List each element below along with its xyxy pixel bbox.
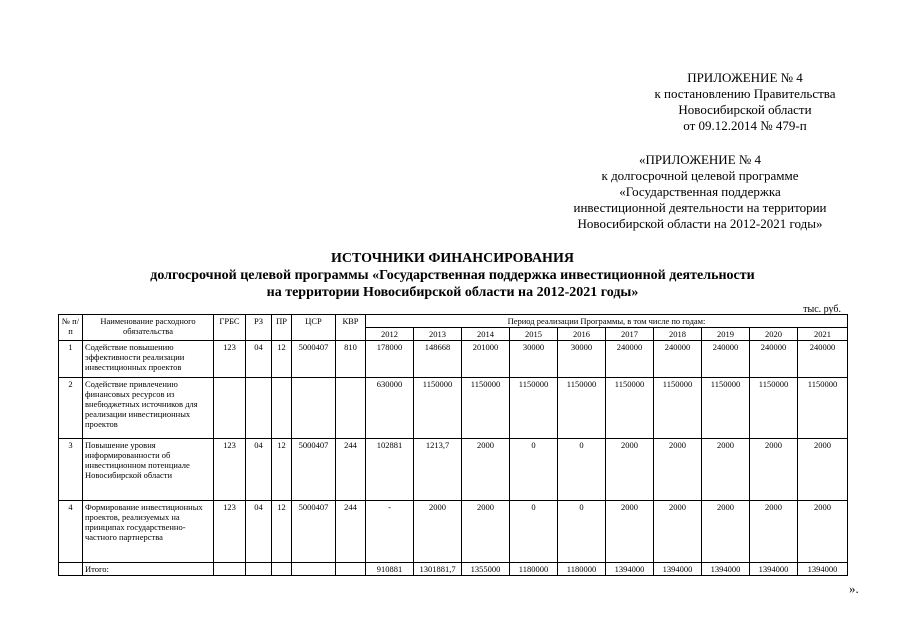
row-value: 1150000 <box>606 378 654 439</box>
appendix-header-line: к постановлению Правительства <box>654 86 836 101</box>
row-pr: 12 <box>272 341 292 378</box>
row-kvr: 244 <box>336 439 366 501</box>
row-value: 1150000 <box>558 378 606 439</box>
row-grbs <box>214 378 246 439</box>
row-kvr: 810 <box>336 341 366 378</box>
total-label: Итого: <box>83 563 214 576</box>
title-line-3: на территории Новосибирской области на 2012-2021 годы» <box>266 285 639 300</box>
row-value: 240000 <box>750 341 798 378</box>
row-value: 148668 <box>414 341 462 378</box>
row-pr: 12 <box>272 501 292 563</box>
row-value: 201000 <box>462 341 510 378</box>
year-header: 2015 <box>510 328 558 341</box>
row-grbs: 123 <box>214 501 246 563</box>
row-num: 3 <box>59 439 83 501</box>
row-num: 2 <box>59 378 83 439</box>
document-title <box>60 250 845 301</box>
year-header: 2018 <box>654 328 702 341</box>
row-value: 2000 <box>462 439 510 501</box>
row-num: 1 <box>59 341 83 378</box>
appendix-program-line: инвестиционной деятельности на территории <box>573 200 827 215</box>
appendix-program-line: «Государственная поддержка <box>619 184 781 199</box>
total-value: 1180000 <box>558 563 606 576</box>
row-value: 2000 <box>702 439 750 501</box>
row-value: 240000 <box>798 341 848 378</box>
row-value: 2000 <box>654 501 702 563</box>
financing-table <box>58 314 848 576</box>
row-csr: 5000407 <box>292 439 336 501</box>
total-rz-empty <box>246 563 272 576</box>
year-header: 2021 <box>798 328 848 341</box>
units-label: тыс. руб. <box>803 304 841 315</box>
total-grbs-empty <box>214 563 246 576</box>
row-value: 1150000 <box>462 378 510 439</box>
row-rz: 04 <box>246 501 272 563</box>
table-row <box>59 501 848 563</box>
total-value: 910881 <box>366 563 414 576</box>
row-value: 2000 <box>702 501 750 563</box>
row-value: 1150000 <box>414 378 462 439</box>
appendix-program-line: к долгосрочной целевой программе <box>601 168 799 183</box>
row-rz: 04 <box>246 439 272 501</box>
col-header-period: Период реализации Программы, в том числе по годам: <box>366 315 848 328</box>
year-header: 2017 <box>606 328 654 341</box>
appendix-header-line: ПРИЛОЖЕНИЕ № 4 <box>687 70 803 85</box>
row-value: 30000 <box>558 341 606 378</box>
row-value: 630000 <box>366 378 414 439</box>
total-num-empty <box>59 563 83 576</box>
row-value: 0 <box>510 501 558 563</box>
col-header-rz: РЗ <box>246 315 272 341</box>
total-value: 1355000 <box>462 563 510 576</box>
year-header: 2014 <box>462 328 510 341</box>
appendix-header <box>600 70 890 134</box>
row-name: Повышение уровня информированности об инвестиционном потенциале Новосибирской области <box>83 439 214 501</box>
row-num: 4 <box>59 501 83 563</box>
total-value: 1180000 <box>510 563 558 576</box>
row-name: Формирование инвестиционных проектов, реализуемых на принципах государственно-частного партнерства <box>83 501 214 563</box>
table-row <box>59 439 848 501</box>
col-header-name: Наименование расходного обязательства <box>83 315 214 341</box>
row-value: 0 <box>558 501 606 563</box>
title-line-2: долгосрочной целевой программы «Государственная поддержка инвестиционной деятельности <box>150 268 755 283</box>
closing-quote: ». <box>849 581 859 596</box>
col-header-csr: ЦСР <box>292 315 336 341</box>
appendix-header-line: от 09.12.2014 № 479-п <box>683 118 807 133</box>
total-value: 1394000 <box>798 563 848 576</box>
appendix-program-line: «ПРИЛОЖЕНИЕ № 4 <box>638 152 762 167</box>
total-value: 1394000 <box>654 563 702 576</box>
table-row <box>59 378 848 439</box>
total-pr-empty <box>272 563 292 576</box>
table-row <box>59 341 848 378</box>
table-total-row <box>59 563 848 576</box>
total-kvr-empty <box>336 563 366 576</box>
row-value: 1213,7 <box>414 439 462 501</box>
row-value: 30000 <box>510 341 558 378</box>
row-csr <box>292 378 336 439</box>
row-kvr <box>336 378 366 439</box>
row-value: 2000 <box>798 501 848 563</box>
total-csr-empty <box>292 563 336 576</box>
appendix-program <box>540 152 860 232</box>
row-value: 240000 <box>702 341 750 378</box>
row-value: 1150000 <box>798 378 848 439</box>
row-name: Содействие привлечению финансовых ресурсов из внебюджетных источников для реализации инвестиционных проектов <box>83 378 214 439</box>
row-value: 240000 <box>654 341 702 378</box>
row-value: 2000 <box>414 501 462 563</box>
year-header: 2012 <box>366 328 414 341</box>
row-value: 1150000 <box>702 378 750 439</box>
row-value: 1150000 <box>654 378 702 439</box>
row-value: 102881 <box>366 439 414 501</box>
row-rz <box>246 378 272 439</box>
row-grbs: 123 <box>214 341 246 378</box>
row-value: 1150000 <box>510 378 558 439</box>
row-value: 240000 <box>606 341 654 378</box>
row-value: 2000 <box>654 439 702 501</box>
appendix-header-line: Новосибирской области <box>678 102 812 117</box>
col-header-num: № п/п <box>59 315 83 341</box>
total-value: 1301881,7 <box>414 563 462 576</box>
title-line-1: ИСТОЧНИКИ ФИНАНСИРОВАНИЯ <box>331 251 574 266</box>
row-csr: 5000407 <box>292 501 336 563</box>
total-value: 1394000 <box>702 563 750 576</box>
row-value: 178000 <box>366 341 414 378</box>
row-pr: 12 <box>272 439 292 501</box>
row-value: 2000 <box>798 439 848 501</box>
row-name: Содействие повышению эффективности реализации инвестиционных проектов <box>83 341 214 378</box>
row-pr <box>272 378 292 439</box>
row-value: 1150000 <box>750 378 798 439</box>
row-value: 2000 <box>750 439 798 501</box>
total-value: 1394000 <box>750 563 798 576</box>
appendix-program-line: Новосибирской области на 2012-2021 годы» <box>577 216 823 231</box>
total-value: 1394000 <box>606 563 654 576</box>
row-value: 0 <box>510 439 558 501</box>
row-value: 2000 <box>606 501 654 563</box>
row-rz: 04 <box>246 341 272 378</box>
row-value: 0 <box>558 439 606 501</box>
year-header: 2016 <box>558 328 606 341</box>
row-kvr: 244 <box>336 501 366 563</box>
row-csr: 5000407 <box>292 341 336 378</box>
year-header: 2020 <box>750 328 798 341</box>
row-grbs: 123 <box>214 439 246 501</box>
year-header: 2013 <box>414 328 462 341</box>
row-value: 2000 <box>462 501 510 563</box>
col-header-pr: ПР <box>272 315 292 341</box>
col-header-grbs: ГРБС <box>214 315 246 341</box>
row-value: 2000 <box>606 439 654 501</box>
table-header-row <box>59 315 848 328</box>
row-value: - <box>366 501 414 563</box>
col-header-kvr: КВР <box>336 315 366 341</box>
year-header: 2019 <box>702 328 750 341</box>
row-value: 2000 <box>750 501 798 563</box>
